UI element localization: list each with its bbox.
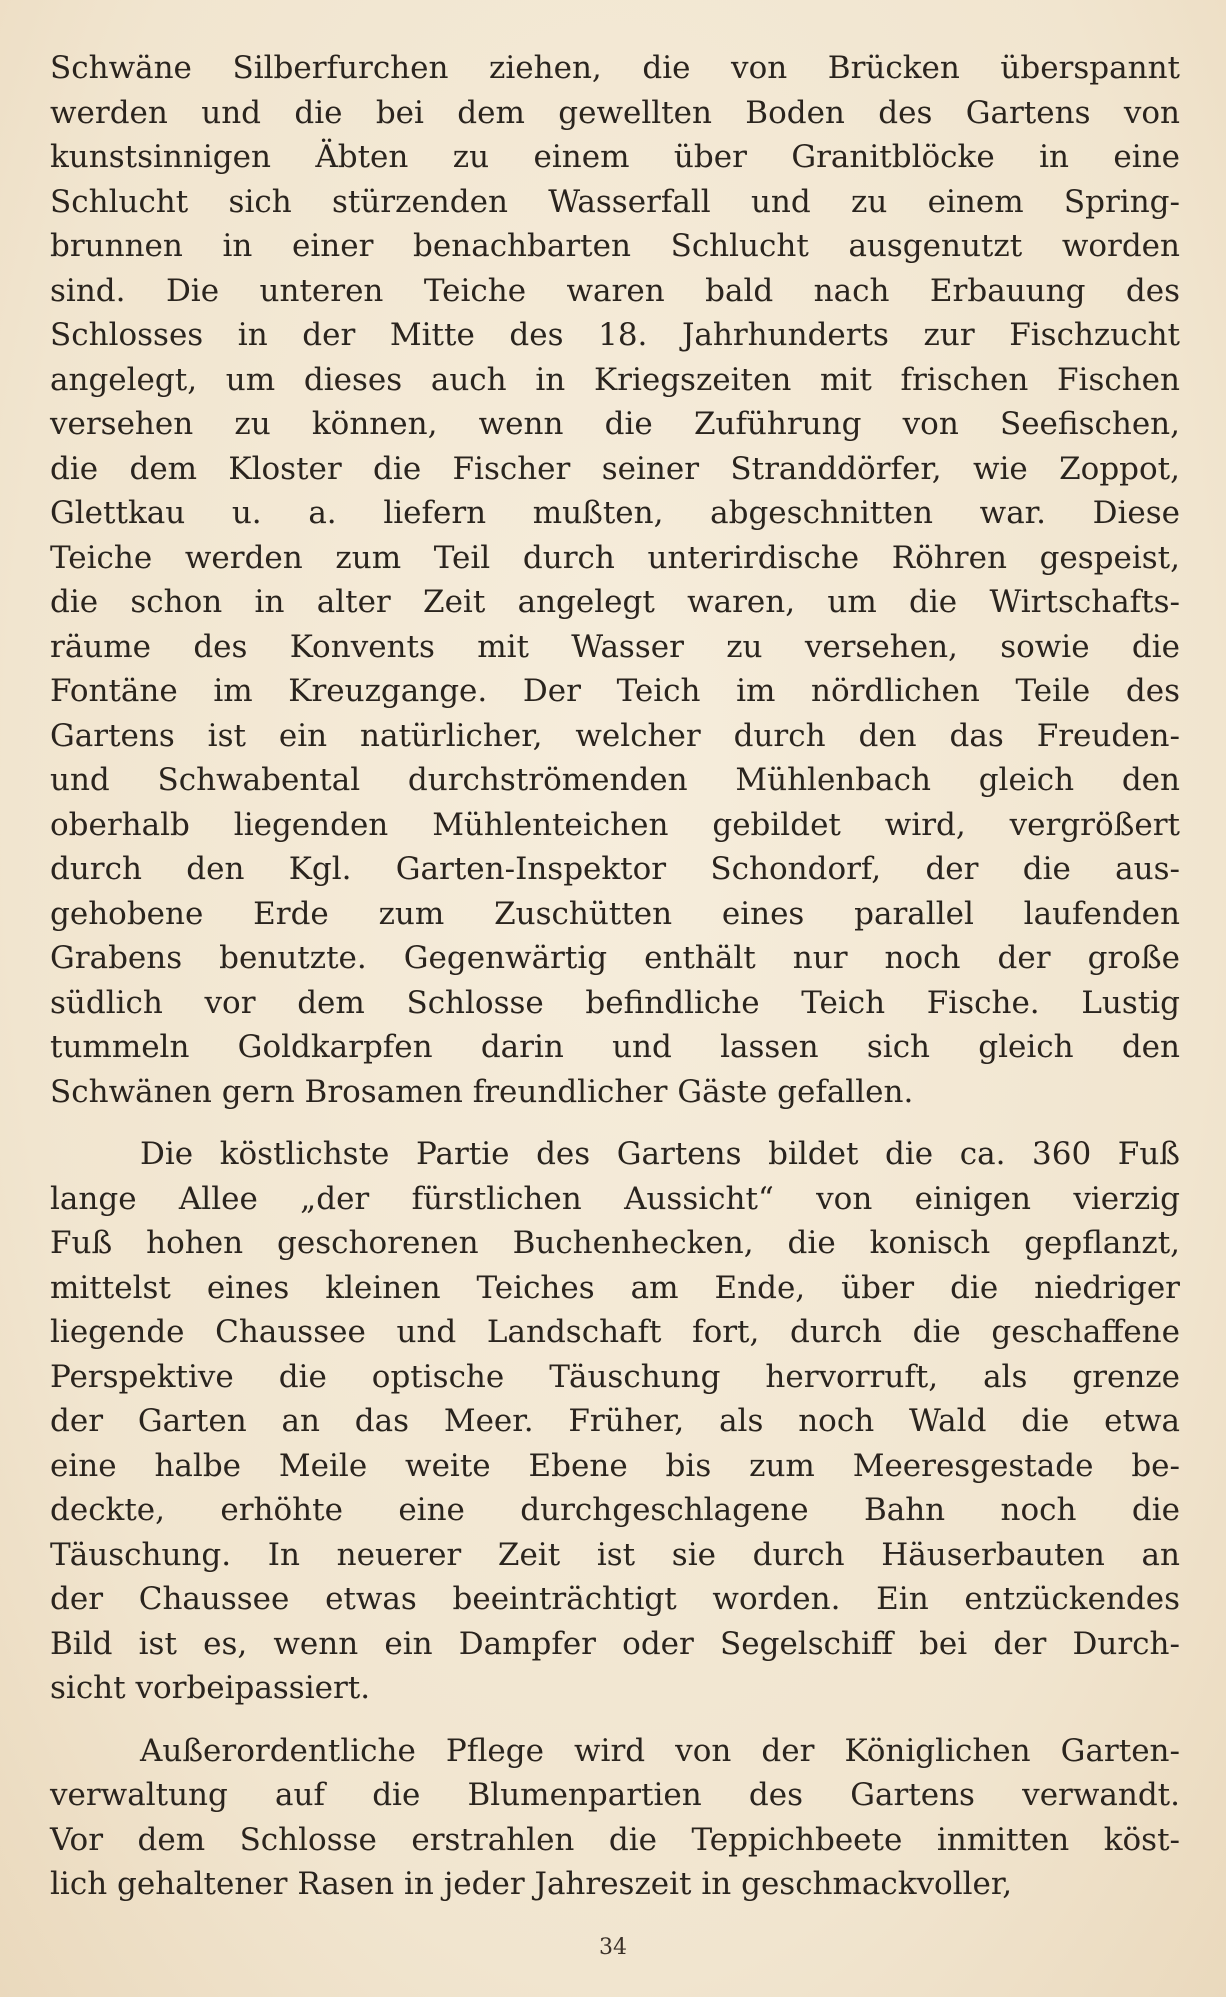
text-line: Schlosses in der Mitte des 18. Jahrhunderts zur Fischzucht xyxy=(50,317,1180,353)
text-line: liegende Chaussee und Landschaft fort, durch die geschaffene xyxy=(50,1314,1180,1350)
page-number: 34 xyxy=(599,1935,627,1960)
text-line: Gartens ist ein natürlicher, welcher durch den das Freuden- xyxy=(50,717,1180,754)
text-line: brunnen in einer benachbarten Schlucht ausgenutzt worden xyxy=(50,228,1180,264)
text-line: die dem Kloster die Fischer seiner Stranddörfer, wie Zoppot, xyxy=(50,450,1180,487)
text-line: Schwänen gern Brosamen freundlicher Gäste gefallen. xyxy=(50,1073,914,1110)
paragraph-gap xyxy=(50,1114,1180,1132)
text-line: Teiche werden zum Teil durch unterirdische Röhren gespeist, xyxy=(50,539,1180,576)
text-line: eine halbe Meile weite Ebene bis zum Meeresgestade be- xyxy=(50,1447,1180,1484)
text-line: oberhalb liegenden Mühlenteichen gebildet wird, vergrößert xyxy=(50,806,1180,843)
text-line: Die köstlichste Partie des Gartens bildet die ca. 360 Fuß xyxy=(140,1136,1180,1172)
text-line: und Schwabental durchströmenden Mühlenbach gleich den xyxy=(50,762,1180,798)
text-line: der Garten an das Meer. Früher, als noch Wald die etwa xyxy=(50,1403,1180,1439)
text-line: räume des Konvents mit Wasser zu versehen, sowie die xyxy=(50,628,1180,665)
text-line: verwaltung auf die Blumenpartien des Gartens verwandt. xyxy=(50,1777,1180,1813)
text-line: Außerordentliche Pflege wird von der Königlichen Garten- xyxy=(140,1732,1180,1769)
text-line: sicht vorbeipassiert. xyxy=(50,1670,371,1706)
text-line: Bild ist es, wenn ein Dampfer oder Segelschiff bei der Durch- xyxy=(50,1625,1180,1662)
text-line: Täuschung. In neuerer Zeit ist sie durch Häuserbauten an xyxy=(50,1536,1180,1573)
text-line: durch den Kgl. Garten-Inspektor Schondorf, der die aus- xyxy=(50,851,1180,887)
text-line: Fuß hohen geschorenen Buchenhecken, die konisch gepflanzt, xyxy=(50,1225,1180,1261)
text-line: Vor dem Schlosse erstrahlen die Teppichbeete inmitten köst- xyxy=(50,1821,1180,1858)
body-text xyxy=(50,46,1180,1907)
text-line: die schon in alter Zeit angelegt waren, um die Wirtschafts- xyxy=(50,584,1180,620)
paragraph xyxy=(50,46,1180,1114)
text-line: lange Allee „der fürstlichen Aussicht“ von einigen vierzig xyxy=(50,1180,1180,1217)
text-line: der Chaussee etwas beeinträchtigt worden. Ein entzückendes xyxy=(50,1581,1180,1617)
text-line: deckte, erhöhte eine durchgeschlagene Bahn noch die xyxy=(50,1492,1180,1528)
paragraph-gap xyxy=(50,1711,1180,1729)
text-line: gehobene Erde zum Zuschütten eines parallel laufenden xyxy=(50,895,1180,932)
text-line: versehen zu können, wenn die Zuführung von Seefischen, xyxy=(50,406,1180,442)
text-line: Grabens benutzte. Gegenwärtig enthält nur noch der große xyxy=(50,940,1180,976)
text-line: Schwäne Silberfurchen ziehen, die von Brücken überspannt xyxy=(50,50,1180,86)
text-line: werden und die bei dem gewellten Boden des Gartens von xyxy=(50,94,1180,131)
text-line: lich gehaltener Rasen in jeder Jahreszeit in geschmackvoller, xyxy=(50,1866,1013,1902)
paragraph xyxy=(50,1729,1180,1907)
text-line: südlich vor dem Schlosse befindliche Teich Fische. Lustig xyxy=(50,984,1180,1021)
text-line: Glettkau u. a. liefern mußten, abgeschnitten war. Diese xyxy=(50,495,1180,531)
text-line: Fontäne im Kreuzgange. Der Teich im nördlichen Teile des xyxy=(50,673,1180,709)
paragraph xyxy=(50,1132,1180,1711)
text-line: sind. Die unteren Teiche waren bald nach Erbauung des xyxy=(50,272,1180,309)
text-line: Perspektive die optische Täuschung hervorruft, als grenze xyxy=(50,1358,1180,1395)
text-line: kunstsinnigen Äbten zu einem über Granitblöcke in eine xyxy=(50,139,1180,175)
text-line: mittelst eines kleinen Teiches am Ende, über die niedriger xyxy=(50,1269,1180,1306)
text-line: Schlucht sich stürzenden Wasserfall und zu einem Spring- xyxy=(50,183,1180,220)
text-line: angelegt, um dieses auch in Kriegszeiten mit frischen Fischen xyxy=(50,361,1180,398)
text-line: tummeln Goldkarpfen darin und lassen sich gleich den xyxy=(50,1029,1180,1065)
